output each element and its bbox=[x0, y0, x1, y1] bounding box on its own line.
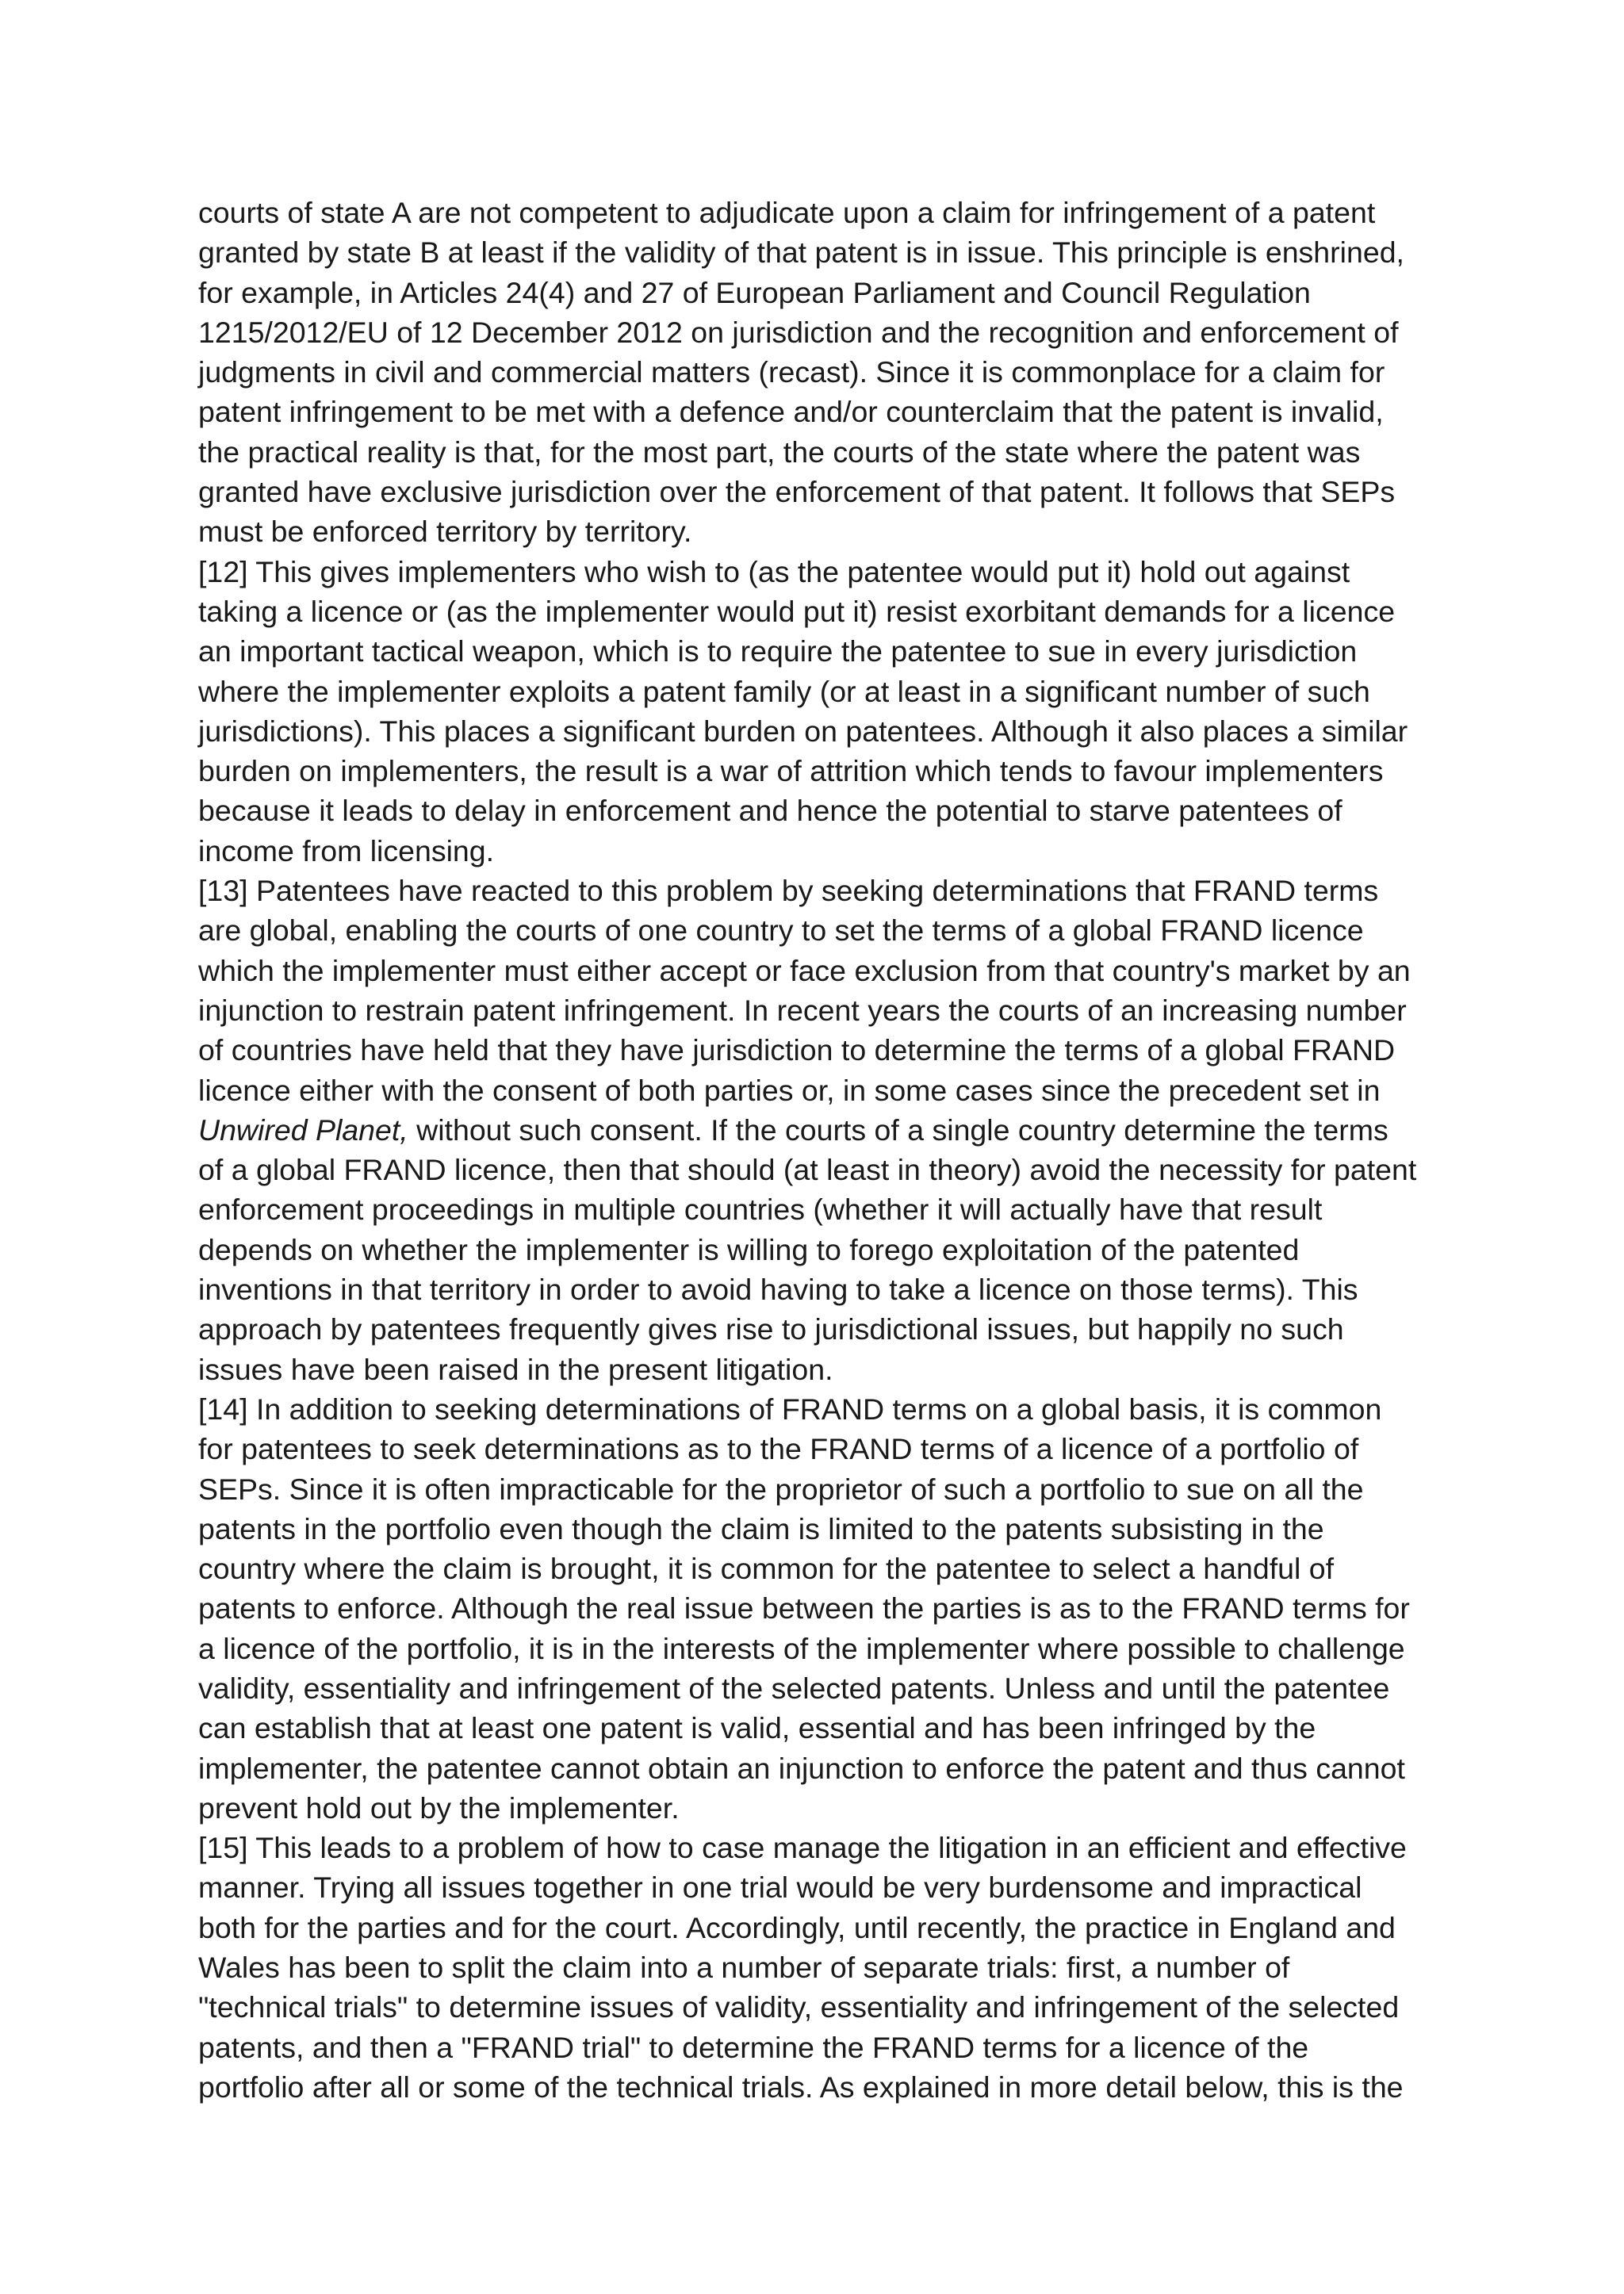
text-line: must be enforced territory by territory. bbox=[198, 515, 692, 549]
text-line: of a global FRAND licence, then that should (at least in theory) avoid the necessity for patent bbox=[198, 1153, 1417, 1187]
text-line: 1215/2012/EU of 12 December 2012 on jurisdiction and the recognition and enforcement of bbox=[198, 315, 1399, 349]
text-line: jurisdictions). This places a significant burden on patentees. Although it also places a similar bbox=[198, 714, 1408, 748]
text-line: of countries have held that they have jurisdiction to determine the terms of a global FRAND bbox=[198, 1033, 1396, 1067]
text-line: manner. Trying all issues together in one trial would be very burdensome and impractical bbox=[198, 1871, 1362, 1905]
text-line: income from licensing. bbox=[198, 833, 495, 867]
text-line: depends on whether the implementer is willing to forego exploitation of the patented bbox=[198, 1232, 1300, 1266]
text-line: [13] Patentees have reacted to this problem by seeking determinations that FRAND terms bbox=[198, 874, 1379, 908]
text-line: "technical trials" to determine issues of validity, essentiality and infringement of the selected bbox=[198, 1990, 1400, 2024]
paragraph-11-continued bbox=[198, 193, 1451, 552]
text-line: patent infringement to be met with a defence and/or counterclaim that the patent is invalid, bbox=[198, 395, 1384, 429]
text-line: [14] In addition to seeking determinations of FRAND terms on a global basis, it is common bbox=[198, 1392, 1382, 1426]
text-line: issues have been raised in the present litigation. bbox=[198, 1352, 833, 1386]
text-line: approach by patentees frequently gives rise to jurisdictional issues, but happily no such bbox=[198, 1312, 1344, 1346]
text-line: patents, and then a "FRAND trial" to determine the FRAND terms for a licence of the bbox=[198, 2030, 1309, 2064]
text-line: a licence of the portfolio, it is in the interests of the implementer where possible to challenge bbox=[198, 1631, 1405, 1665]
document-page bbox=[198, 193, 1451, 2107]
text-line: for example, in Articles 24(4) and 27 of European Parliament and Council Regulation bbox=[198, 275, 1311, 309]
text-line: patents in the portfolio even though the claim is limited to the patents subsisting in the bbox=[198, 1511, 1324, 1545]
text-line: granted have exclusive jurisdiction over the enforcement of that patent. It follows that SEPs bbox=[198, 475, 1396, 509]
text-line: licence either with the consent of both parties or, in some cases since the precedent set in bbox=[198, 1073, 1381, 1107]
text-line: injunction to restrain patent infringement. In recent years the courts of an increasing number bbox=[198, 993, 1407, 1027]
text-line: portfolio after all or some of the technical trials. As explained in more detail below, this is the bbox=[198, 2070, 1404, 2104]
text-line: because it leads to delay in enforcement and hence the potential to starve patentees of bbox=[198, 794, 1342, 828]
text-line: patents to enforce. Although the real issue between the parties is as to the FRAND terms for bbox=[198, 1591, 1410, 1626]
text-line: [12] This gives implementers who wish to (as the patentee would put it) hold out against bbox=[198, 554, 1350, 588]
text-fragment: without such consent. If the courts of a single country determine the terms bbox=[408, 1113, 1388, 1147]
text-line: judgments in civil and commercial matters (recast). Since it is commonplace for a claim for bbox=[198, 355, 1385, 389]
paragraph-15 bbox=[198, 1828, 1451, 2107]
text-line: [15] This leads to a problem of how to case manage the litigation in an efficient and effective bbox=[198, 1831, 1407, 1865]
text-line: can establish that at least one patent is valid, essential and has been infringed by the bbox=[198, 1711, 1316, 1745]
text-line: inventions in that territory in order to avoid having to take a licence on those terms). This bbox=[198, 1273, 1358, 1307]
text-line: granted by state B at least if the validity of that patent is in issue. This principle is enshrined, bbox=[198, 236, 1404, 270]
text-line: enforcement proceedings in multiple countries (whether it will actually have that result bbox=[198, 1193, 1323, 1227]
text-line: where the implementer exploits a patent family (or at least in a significant number of such bbox=[198, 674, 1370, 708]
text-line: implementer, the patentee cannot obtain an injunction to enforce the patent and thus cannot bbox=[198, 1751, 1405, 1785]
text-line: Wales has been to split the claim into a number of separate trials: first, a number of bbox=[198, 1951, 1290, 1985]
text-line: SEPs. Since it is often impracticable for the proprietor of such a portfolio to sue on all the bbox=[198, 1472, 1364, 1506]
text-line: are global, enabling the courts of one country to set the terms of a global FRAND licence bbox=[198, 913, 1364, 948]
paragraph-12 bbox=[198, 552, 1451, 871]
text-line: validity, essentiality and infringement of the selected patents. Unless and until the patentee bbox=[198, 1671, 1390, 1705]
text-line: both for the parties and for the court. Accordingly, until recently, the practice in England and bbox=[198, 1910, 1396, 1944]
text-line: country where the claim is brought, it is common for the patentee to select a handful of bbox=[198, 1552, 1335, 1586]
text-line: burden on implementers, the result is a war of attrition which tends to favour implementers bbox=[198, 754, 1384, 788]
text-line: the practical reality is that, for the most part, the courts of the state where the patent was bbox=[198, 435, 1361, 469]
text-line: courts of state A are not competent to adjudicate upon a claim for infringement of a patent bbox=[198, 196, 1376, 229]
text-line bbox=[198, 1110, 1451, 1150]
text-line: an important tactical weapon, which is to require the patentee to sue in every jurisdiction bbox=[198, 634, 1358, 668]
text-line: which the implementer must either accept or face exclusion from that country's market by an bbox=[198, 953, 1411, 987]
text-line: taking a licence or (as the implementer would put it) resist exorbitant demands for a licence bbox=[198, 594, 1396, 628]
text-line: for patentees to seek determinations as to the FRAND terms of a licence of a portfolio of bbox=[198, 1432, 1359, 1466]
case-name-italic: Unwired Planet, bbox=[198, 1113, 408, 1147]
text-line: prevent hold out by the implementer. bbox=[198, 1790, 680, 1825]
paragraph-14 bbox=[198, 1389, 1451, 1828]
paragraph-13 bbox=[198, 871, 1451, 1389]
